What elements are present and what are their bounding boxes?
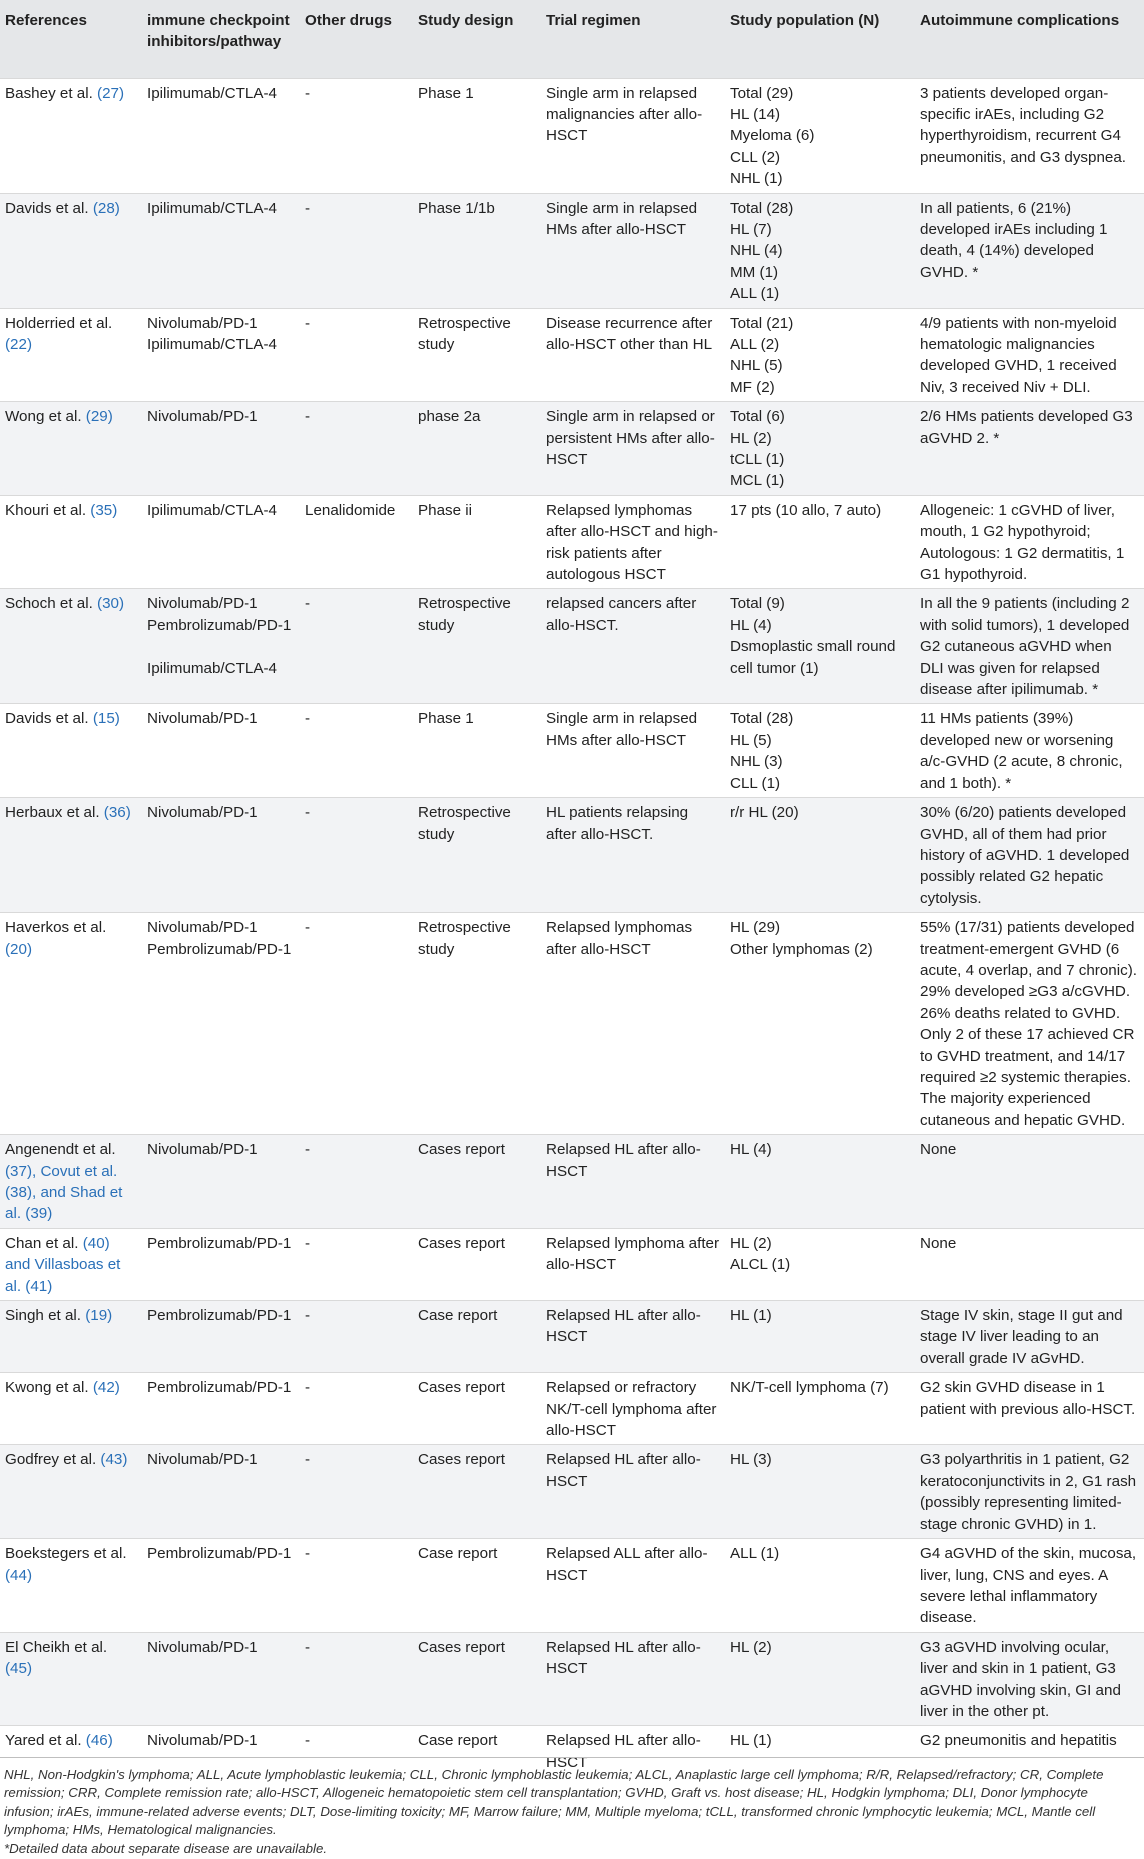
cell-autoimmune-complications: 55% (17/31) patients developed treatment-emergent GVHD (6 acute, 4 overlap, and 7 chronic). 29% developed ≥G3 a/cGVHD. 26% deaths related to GVHD. Only 2 of these 17 achieved CR to GVHD treatment, and 14/17 required ≥2 systemic therapies. The majority experienced cutaneous and hepatic GVHD. — [915, 913, 1144, 1135]
population-line: HL (2) — [730, 1638, 772, 1656]
population-line: HL (1) — [730, 1307, 772, 1325]
table-header — [0, 0, 1144, 78]
reference-author: Boekstegers et al. — [5, 1545, 127, 1563]
header-immune-checkpoint-inhibitors: immune checkpoint inhibitors/pathway — [147, 12, 290, 51]
reference-author: Davids et al. — [5, 199, 89, 217]
header-autoimmune-complications: Autoimmune complications — [920, 12, 1120, 29]
reference-citation-link[interactable]: (45) — [5, 1660, 33, 1678]
inhibitor-line: Ipilimumab/CTLA-4 — [147, 199, 277, 217]
inhibitor-line: Ipilimumab/CTLA-4 — [147, 659, 277, 677]
reference-author: Holderried et al. — [5, 314, 113, 332]
reference-author: Chan et al. — [5, 1234, 79, 1252]
inhibitor-line: Nivolumab/PD-1 — [147, 1451, 258, 1469]
cell-reference — [0, 589, 142, 704]
inhibitor-line: Nivolumab/PD-1 — [147, 1638, 258, 1656]
population-line: HL (4) — [730, 1141, 772, 1159]
inhibitor-line: Pembrolizumab/PD-1 — [147, 1379, 292, 1397]
inhibitor-line: Pembrolizumab/PD-1 — [147, 940, 292, 958]
cell-study-population — [725, 1228, 915, 1300]
cell-trial-regimen: Relapsed or refractory NK/T-cell lymphoma after allo-HSCT — [541, 1373, 725, 1445]
cell-study-design: Retrospective study — [413, 308, 541, 402]
reference-citation-link[interactable]: (40) and Villasboas et al. (41) — [5, 1234, 121, 1295]
cell-checkpoint-inhibitor — [142, 589, 300, 704]
cell-study-population — [725, 798, 915, 913]
cell-other-drugs: - — [300, 1135, 413, 1229]
population-line: Total (6) — [730, 408, 785, 426]
table-body — [0, 78, 1144, 1776]
cell-other-drugs: Lenalidomide — [300, 495, 413, 589]
cell-study-population — [725, 1373, 915, 1445]
footnote-abbreviations: NHL, Non-Hodgkin's lymphoma; ALL, Acute lymphoblastic leukemia; CLL, Chronic lymphoblastic leukemia; ALCL, Anaplastic large cell lymphoma; R/R, Relapsed/refractory; CR, Complete remission; CRR, Complete remission rate; allo-HSCT, Allogeneic hematopoietic stem cell transplantation; GVHD, Graft vs. host disease; HL, Hodgkin lymphoma; DLI, Donor lymphocyte infusion; irAEs, immune-related adverse events; DLT, Dose-limiting toxicity; MF, Marrow failure; MM, Multiple myeloma; tCLL, transformed chronic lymphocytic leukemia; MCL, Mantle cell lymphoma; HMs, Hematological malignancies. — [4, 1767, 1104, 1838]
cell-other-drugs: - — [300, 1632, 413, 1726]
cell-reference — [0, 495, 142, 589]
table-row — [0, 495, 1144, 589]
reference-citation-link[interactable]: (42) — [92, 1379, 120, 1397]
reference-author: Godfrey et al. — [5, 1451, 97, 1469]
population-line: tCLL (1) — [730, 451, 785, 468]
cell-trial-regimen: Single arm in relapsed malignancies after allo-HSCT — [541, 78, 725, 193]
cell-study-design: Phase 1/1b — [413, 193, 541, 308]
cell-checkpoint-inhibitor — [142, 495, 300, 589]
header-other-drugs: Other drugs — [305, 12, 392, 29]
population-line: ALL (1) — [730, 285, 780, 303]
cell-other-drugs: - — [300, 1301, 413, 1373]
cell-other-drugs: - — [300, 308, 413, 402]
cell-reference — [0, 308, 142, 402]
population-line: HL (7) — [730, 220, 772, 238]
population-line: ALL (1) — [730, 1545, 780, 1563]
cell-study-design: Case report — [413, 1726, 541, 1776]
cell-reference — [0, 913, 142, 1135]
cell-checkpoint-inhibitor — [142, 1445, 300, 1539]
population-line: HL (2) — [730, 1234, 772, 1252]
inhibitor-line: Nivolumab/PD-1 — [147, 595, 258, 613]
cell-study-design: phase 2a — [413, 402, 541, 496]
inhibitor-line: Pembrolizumab/PD-1 — [147, 1545, 292, 1563]
population-line: HL (5) — [730, 731, 772, 749]
cell-study-population — [725, 495, 915, 589]
table-row — [0, 402, 1144, 496]
cell-study-population — [725, 78, 915, 193]
population-line: HL (1) — [730, 1732, 772, 1750]
population-line: MCL (1) — [730, 472, 785, 490]
cell-study-population — [725, 913, 915, 1135]
table-row — [0, 1228, 1144, 1300]
inhibitor-line: Nivolumab/PD-1 — [147, 314, 258, 332]
cell-checkpoint-inhibitor — [142, 798, 300, 913]
reference-citation-link[interactable]: (30) — [97, 595, 125, 613]
reference-author: Yared et al. — [5, 1732, 82, 1750]
cell-trial-regimen: Relapsed lymphoma after allo-HSCT — [541, 1228, 725, 1300]
footnote-note: *Detailed data about separate disease are unavailable. — [4, 1840, 328, 1856]
population-line: Total (9) — [730, 595, 785, 613]
cell-checkpoint-inhibitor — [142, 704, 300, 798]
table-row — [0, 1539, 1144, 1633]
inhibitor-line: Nivolumab/PD-1 — [147, 408, 258, 426]
header-row — [0, 0, 1144, 78]
cell-other-drugs: - — [300, 1726, 413, 1776]
table-footnote — [0, 1757, 1144, 1858]
cell-other-drugs: - — [300, 1228, 413, 1300]
reference-citation-link[interactable]: (37), Covut et al. (38), and Shad et al. (39) — [5, 1162, 123, 1223]
cell-other-drugs: - — [300, 589, 413, 704]
cell-trial-regimen: Relapsed lymphomas after allo-HSCT — [541, 913, 725, 1135]
cell-trial-regimen: Single arm in relapsed HMs after allo-HSCT — [541, 193, 725, 308]
cell-study-design: Phase ii — [413, 495, 541, 589]
cell-trial-regimen: relapsed cancers after allo-HSCT. — [541, 589, 725, 704]
reference-author: Singh et al. — [5, 1307, 81, 1325]
table-row — [0, 1135, 1144, 1229]
inhibitor-line: Pembrolizumab/PD-1 — [147, 1307, 292, 1325]
cell-other-drugs: - — [300, 913, 413, 1135]
cell-checkpoint-inhibitor — [142, 193, 300, 308]
inhibitor-line: Nivolumab/PD-1 — [147, 919, 258, 937]
population-line: HL (3) — [730, 1451, 772, 1469]
cell-reference — [0, 193, 142, 308]
cell-study-design: Cases report — [413, 1373, 541, 1445]
header-study-population: Study population (N) — [730, 12, 880, 29]
population-line: r/r HL (20) — [730, 804, 799, 822]
cell-autoimmune-complications: G2 pneumonitis and hepatitis — [915, 1726, 1144, 1776]
population-line: Total (29) — [730, 84, 794, 102]
cell-study-design: Case report — [413, 1539, 541, 1633]
population-line: HL (29) — [730, 919, 781, 937]
cell-reference — [0, 704, 142, 798]
inhibitor-line: Ipilimumab/CTLA-4 — [147, 84, 277, 102]
population-line: NK/T-cell lymphoma (7) — [730, 1379, 889, 1397]
cell-study-population — [725, 1445, 915, 1539]
cell-other-drugs: - — [300, 1539, 413, 1633]
reference-author: Herbaux et al. — [5, 804, 100, 822]
table-row — [0, 1445, 1144, 1539]
reference-author: Khouri et al. — [5, 501, 87, 519]
table-row — [0, 1373, 1144, 1445]
cell-checkpoint-inhibitor — [142, 78, 300, 193]
population-line: Other lymphomas (2) — [730, 940, 873, 958]
inhibitor-line: Nivolumab/PD-1 — [147, 710, 258, 728]
reference-citation-link[interactable]: (28) — [92, 199, 120, 217]
table-row — [0, 308, 1144, 402]
cell-autoimmune-complications: 30% (6/20) patients developed GVHD, all of them had prior history of aGVHD. 1 developed possibly related G2 hepatic cytolysis. — [915, 798, 1144, 913]
cell-trial-regimen: Relapsed HL after allo-HSCT — [541, 1445, 725, 1539]
cell-trial-regimen: Relapsed HL after allo-HSCT — [541, 1135, 725, 1229]
cell-trial-regimen: Single arm in relapsed or persistent HMs after allo-HSCT — [541, 402, 725, 496]
table-row — [0, 704, 1144, 798]
reference-author: Wong et al. — [5, 408, 82, 426]
population-line: ALL (2) — [730, 335, 780, 353]
inhibitor-line: Nivolumab/PD-1 — [147, 1141, 258, 1159]
reference-author: Schoch et al. — [5, 595, 93, 613]
cell-autoimmune-complications: Allogeneic: 1 cGVHD of liver, mouth, 1 G2 hypothyroid; Autologous: 1 G2 dermatitis, 1 G1 hypothyroid. — [915, 495, 1144, 589]
cell-study-design: Phase 1 — [413, 704, 541, 798]
reference-citation-link[interactable]: (19) — [85, 1307, 113, 1325]
table-row — [0, 193, 1144, 308]
population-line: CLL (1) — [730, 774, 781, 792]
cell-trial-regimen: Relapsed HL after allo-HSCT — [541, 1632, 725, 1726]
cell-autoimmune-complications: G3 polyarthritis in 1 patient, G2 keratoconjunctivits in 2, G1 rash (possibly representing limited-stage chronic GVHD) in 1. — [915, 1445, 1144, 1539]
cell-study-population — [725, 308, 915, 402]
cell-autoimmune-complications: None — [915, 1228, 1144, 1300]
cell-study-design: Cases report — [413, 1632, 541, 1726]
cell-reference — [0, 1632, 142, 1726]
cell-checkpoint-inhibitor — [142, 1135, 300, 1229]
cell-autoimmune-complications: 4/9 patients with non-myeloid hematologic malignancies developed GVHD, 1 received Niv, 3 received Niv + DLI. — [915, 308, 1144, 402]
cell-study-population — [725, 402, 915, 496]
population-line: Total (21) — [730, 314, 794, 332]
cell-study-design: Phase 1 — [413, 78, 541, 193]
reference-citation-link[interactable]: (29) — [85, 408, 113, 426]
cell-reference — [0, 1373, 142, 1445]
reference-citation-link[interactable]: (43) — [100, 1451, 128, 1469]
population-line: HL (14) — [730, 105, 781, 123]
reference-author: Haverkos et al. — [5, 919, 107, 937]
reference-author: Davids et al. — [5, 710, 89, 728]
cell-reference — [0, 78, 142, 193]
inhibitor-line: Nivolumab/PD-1 — [147, 1732, 258, 1750]
reference-citation-link[interactable]: (22) — [5, 335, 33, 353]
population-line: HL (4) — [730, 616, 772, 634]
population-line: 17 pts (10 allo, 7 auto) — [730, 501, 882, 519]
population-line: MM (1) — [730, 263, 779, 281]
reference-author: Bashey et al. — [5, 84, 93, 102]
cell-checkpoint-inhibitor — [142, 1632, 300, 1726]
cell-checkpoint-inhibitor — [142, 913, 300, 1135]
cell-study-design: Retrospective study — [413, 589, 541, 704]
cell-reference — [0, 1301, 142, 1373]
cell-other-drugs: - — [300, 1373, 413, 1445]
reference-citation-link[interactable]: (15) — [92, 710, 120, 728]
cell-study-design: Retrospective study — [413, 913, 541, 1135]
population-line: NHL (5) — [730, 357, 783, 375]
population-line: MF (2) — [730, 378, 775, 396]
reference-author: Kwong et al. — [5, 1379, 89, 1397]
cell-study-design: Cases report — [413, 1135, 541, 1229]
cell-study-population — [725, 1135, 915, 1229]
cell-other-drugs: - — [300, 193, 413, 308]
table-row — [0, 913, 1144, 1135]
inhibitor-line: Pembrolizumab/PD-1 — [147, 616, 292, 634]
cell-autoimmune-complications: In all patients, 6 (21%) developed irAEs including 1 death, 4 (14%) developed GVHD. * — [915, 193, 1144, 308]
cell-autoimmune-complications: Stage IV skin, stage II gut and stage IV liver leading to an overall grade IV aGvHD. — [915, 1301, 1144, 1373]
inhibitor-line — [147, 636, 295, 657]
cell-autoimmune-complications: In all the 9 patients (including 2 with solid tumors), 1 developed G2 cutaneous aGVHD when DLI was given for relapsed disease after ipilimumab. * — [915, 589, 1144, 704]
table-row — [0, 1632, 1144, 1726]
population-line: NHL (3) — [730, 753, 783, 771]
table-row — [0, 78, 1144, 193]
cell-study-population — [725, 1632, 915, 1726]
cell-other-drugs: - — [300, 1445, 413, 1539]
inhibitor-line: Ipilimumab/CTLA-4 — [147, 501, 277, 519]
cell-autoimmune-complications: None — [915, 1135, 1144, 1229]
cell-trial-regimen: Disease recurrence after allo-HSCT other than HL — [541, 308, 725, 402]
cell-autoimmune-complications: 3 patients developed organ-specific irAEs, including G2 hyperthyroidism, recurrent G4 pneumonitis, and G3 dyspnea. — [915, 78, 1144, 193]
population-line: Total (28) — [730, 199, 794, 217]
reference-author: El Cheikh et al. — [5, 1638, 108, 1656]
cell-trial-regimen: HL patients relapsing after allo-HSCT. — [541, 798, 725, 913]
cell-study-design: Case report — [413, 1301, 541, 1373]
cell-study-population — [725, 193, 915, 308]
header-references: References — [5, 12, 87, 29]
reference-citation-link[interactable]: (46) — [85, 1732, 113, 1750]
cell-autoimmune-complications: G4 aGVHD of the skin, mucosa, liver, lung, CNS and eyes. A severe lethal inflammatory disease. — [915, 1539, 1144, 1633]
cell-reference — [0, 1135, 142, 1229]
cell-checkpoint-inhibitor — [142, 1301, 300, 1373]
population-line: NHL (1) — [730, 170, 783, 188]
cell-other-drugs: - — [300, 78, 413, 193]
reference-citation-link[interactable]: (44) — [5, 1566, 33, 1584]
cell-trial-regimen: Relapsed HL after allo-HSCT — [541, 1726, 725, 1776]
cell-study-population — [725, 704, 915, 798]
cell-study-population — [725, 1301, 915, 1373]
cell-other-drugs: - — [300, 798, 413, 913]
cell-checkpoint-inhibitor — [142, 1539, 300, 1633]
inhibitor-line: Pembrolizumab/PD-1 — [147, 1234, 292, 1252]
cell-reference — [0, 798, 142, 913]
cell-checkpoint-inhibitor — [142, 1373, 300, 1445]
cell-checkpoint-inhibitor — [142, 1228, 300, 1300]
reference-author: Angenendt et al. — [5, 1141, 116, 1159]
population-line: Dsmoplastic small round cell tumor (1) — [730, 638, 896, 677]
cell-checkpoint-inhibitor — [142, 402, 300, 496]
cell-other-drugs: - — [300, 402, 413, 496]
table-row — [0, 1301, 1144, 1373]
cell-reference — [0, 1445, 142, 1539]
header-study-design: Study design — [418, 12, 514, 29]
cell-reference — [0, 1228, 142, 1300]
population-line: NHL (4) — [730, 242, 783, 260]
inhibitor-line: Nivolumab/PD-1 — [147, 804, 258, 822]
cell-trial-regimen: Relapsed HL after allo-HSCT — [541, 1301, 725, 1373]
cell-autoimmune-complications: G3 aGVHD involving ocular, liver and skin in 1 patient, G3 aGVHD involving skin, GI and liver in the other pt. — [915, 1632, 1144, 1726]
cell-reference — [0, 402, 142, 496]
cell-autoimmune-complications: 2/6 HMs patients developed G3 aGVHD 2. * — [915, 402, 1144, 496]
cell-checkpoint-inhibitor — [142, 308, 300, 402]
reference-citation-link[interactable]: (36) — [103, 804, 131, 822]
population-line: HL (2) — [730, 429, 772, 447]
cell-autoimmune-complications: 11 HMs patients (39%) developed new or worsening a/c-GVHD (2 acute, 8 chronic, and 1 both). * — [915, 704, 1144, 798]
cell-other-drugs: - — [300, 704, 413, 798]
table-row — [0, 589, 1144, 704]
table-row — [0, 798, 1144, 913]
cell-reference — [0, 1539, 142, 1633]
inhibitor-line: Ipilimumab/CTLA-4 — [147, 335, 277, 353]
population-line: CLL (2) — [730, 148, 781, 166]
cell-study-design: Cases report — [413, 1228, 541, 1300]
reference-citation-link[interactable]: (35) — [90, 501, 118, 519]
cell-study-population — [725, 1539, 915, 1633]
cell-study-design: Retrospective study — [413, 798, 541, 913]
cell-trial-regimen: Single arm in relapsed HMs after allo-HSCT — [541, 704, 725, 798]
header-trial-regimen: Trial regimen — [546, 12, 641, 29]
cell-trial-regimen: Relapsed ALL after allo-HSCT — [541, 1539, 725, 1633]
population-line: Myeloma (6) — [730, 127, 815, 145]
population-line: Total (28) — [730, 710, 794, 728]
cell-autoimmune-complications: G2 skin GVHD disease in 1 patient with previous allo-HSCT. — [915, 1373, 1144, 1445]
population-line: ALCL (1) — [730, 1256, 791, 1274]
cell-trial-regimen: Relapsed lymphomas after allo-HSCT and high-risk patients after autologous HSCT — [541, 495, 725, 589]
cell-study-population — [725, 589, 915, 704]
reference-citation-link[interactable]: (20) — [5, 940, 33, 958]
reference-citation-link[interactable]: (27) — [97, 84, 125, 102]
cell-study-design: Cases report — [413, 1445, 541, 1539]
